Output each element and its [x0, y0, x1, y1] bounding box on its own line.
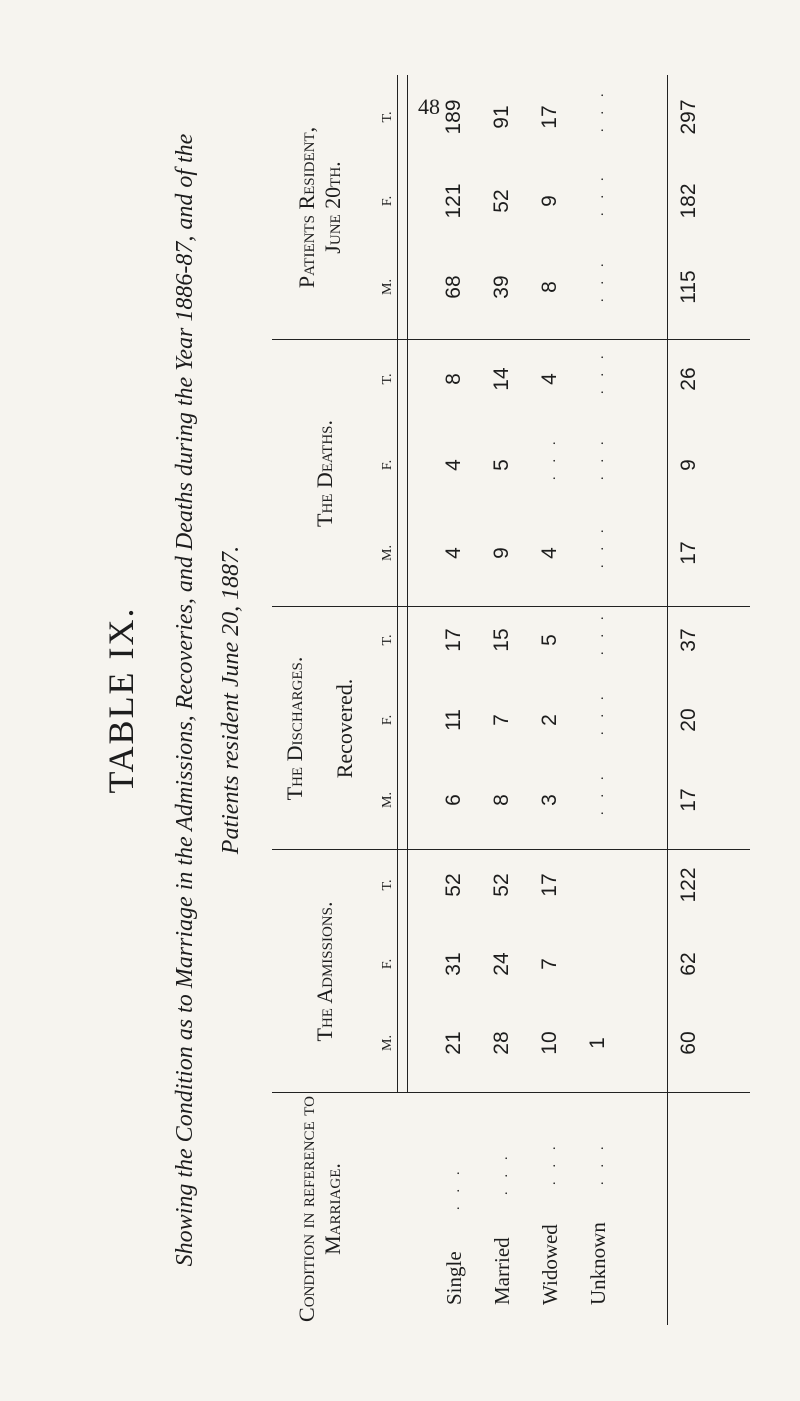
total-cell: 115 [677, 270, 700, 304]
total-cell: 9 [677, 459, 700, 471]
leader-dots: ... [448, 1157, 463, 1210]
total-cell: 182 [677, 183, 700, 219]
empty-dots: ... [592, 249, 607, 302]
empty-dots: ... [592, 341, 607, 394]
total-rule [667, 75, 668, 1325]
empty-dots: ... [592, 515, 607, 568]
table-cell: 91 [490, 105, 513, 129]
statistics-table [272, 75, 750, 1325]
table-cell: 4 [442, 459, 465, 471]
table-cell: 52 [490, 189, 513, 213]
table-cell: 7 [490, 714, 513, 726]
empty-dots: ... [592, 163, 607, 216]
table-cell: 31 [442, 952, 465, 976]
table-cell: 52 [442, 873, 465, 897]
rotated-table-content [100, 75, 750, 1325]
table-cell: 28 [490, 1031, 513, 1055]
table-cell: 9 [490, 547, 513, 559]
col-header-t: T. [380, 634, 395, 646]
leader-dots: ... [544, 1132, 559, 1185]
total-cell: 297 [677, 99, 700, 135]
admissions-header: The Admissions. [312, 901, 337, 1042]
table-cell: 8 [490, 794, 513, 806]
col-header-f: F. [380, 714, 395, 726]
table-cell: 15 [490, 628, 513, 652]
total-cell: 20 [677, 708, 700, 732]
empty-dots: ... [544, 427, 559, 480]
row-label-single: Single [442, 1251, 466, 1305]
total-cell: 62 [677, 952, 700, 976]
col-header-f: F. [380, 195, 395, 207]
leader-dots: ... [496, 1142, 511, 1195]
table-subtitle-line1: Showing the Condition as to Marriage in the Admissions, Recoveries, and Deaths during the Year 1886-87, and of the [172, 133, 198, 1267]
resident-header-line1: Patients Resident, [294, 126, 319, 289]
col-header-f: F. [380, 958, 395, 970]
row-label-married: Married [490, 1237, 514, 1305]
table-cell: 14 [490, 367, 513, 391]
col-header-m: M. [380, 1035, 395, 1051]
table-cell: 189 [442, 99, 465, 135]
discharges-header: The Discharges. [282, 656, 307, 801]
table-cell: 11 [442, 709, 465, 731]
table-title: TABLE IX. [101, 606, 141, 794]
table-cell: 3 [538, 794, 561, 806]
table-cell: 9 [538, 195, 561, 207]
total-cell: 122 [677, 867, 700, 903]
table-cell: 17 [538, 105, 561, 129]
table-cell: 68 [442, 275, 465, 299]
table-cell: 4 [442, 547, 465, 559]
col-header-m: M. [380, 792, 395, 808]
total-cell: 17 [677, 788, 700, 812]
col-header-m: M. [380, 279, 395, 295]
col-header-f: F. [380, 459, 395, 471]
table-cell: 5 [538, 634, 561, 646]
table-cell: 121 [442, 183, 465, 219]
table-cell: 10 [538, 1031, 561, 1055]
row-label-unknown: Unknown [586, 1222, 610, 1305]
table-cell: 39 [490, 275, 513, 299]
recovered-subheader: Recovered. [332, 678, 357, 779]
total-cell: 17 [677, 541, 700, 565]
table-cell: 6 [442, 794, 465, 806]
col-header-t: T. [380, 111, 395, 123]
deaths-header: The Deaths. [312, 420, 337, 527]
table-cell: 4 [538, 547, 561, 559]
col-header-m: M. [380, 545, 395, 561]
empty-dots: ... [592, 79, 607, 132]
resident-header [294, 75, 347, 340]
col-header-t: T. [380, 879, 395, 891]
table-cell: 8 [442, 373, 465, 385]
table-cell: 1 [586, 1037, 609, 1049]
table-cell: 5 [490, 459, 513, 471]
total-cell: 60 [677, 1031, 700, 1055]
empty-dots: ... [592, 762, 607, 815]
empty-dots: ... [592, 427, 607, 480]
table-subtitle-line2: Patients resident June 20, 1887. [218, 545, 244, 855]
table-cell: 4 [538, 373, 561, 385]
total-cell: 26 [677, 367, 700, 391]
col-header-t: T. [380, 373, 395, 385]
stub-header-line1: Condition in reference to [294, 1096, 319, 1322]
stub-header-line2: Marriage. [320, 1163, 346, 1255]
stub-header [294, 1093, 347, 1325]
table-cell: 17 [538, 873, 561, 897]
resident-header-line2: June 20th. [320, 161, 346, 254]
header-rule [407, 75, 408, 1093]
table-cell: 24 [490, 952, 513, 976]
table-cell: 2 [538, 714, 561, 726]
empty-dots: ... [592, 602, 607, 655]
row-label-widowed: Widowed [538, 1224, 562, 1305]
total-cell: 37 [677, 628, 700, 652]
table-cell: 21 [442, 1031, 465, 1055]
table-cell: 7 [538, 958, 561, 970]
table-cell: 17 [442, 628, 465, 652]
leader-dots: ... [592, 1132, 607, 1185]
header-rule [397, 75, 398, 1093]
empty-dots: ... [592, 682, 607, 735]
table-cell: 8 [538, 281, 561, 293]
page-number: 48 [418, 94, 440, 119]
table-cell: 52 [490, 873, 513, 897]
